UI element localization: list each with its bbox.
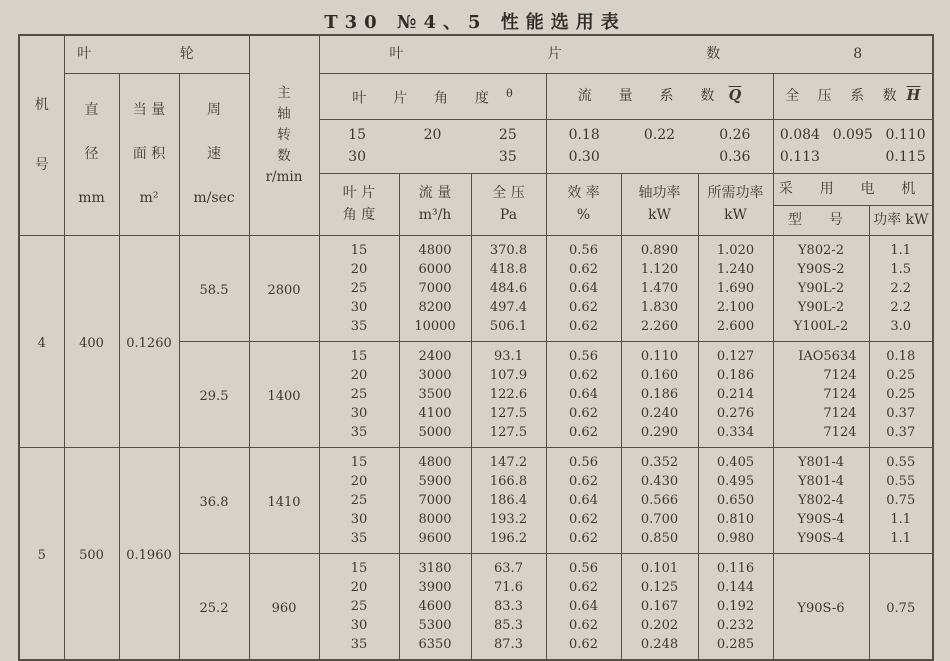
performance-selection-table bbox=[18, 34, 934, 661]
header-impeller bbox=[64, 35, 249, 73]
data-cell: 3180 bbox=[399, 553, 471, 578]
flow-coeff-value: 0.30 bbox=[568, 148, 600, 165]
angle-value: 15 bbox=[348, 126, 367, 143]
data-cell: 85.3 bbox=[471, 616, 546, 635]
data-cell: 20 bbox=[319, 578, 399, 597]
data-cell: 2.2 bbox=[869, 279, 933, 298]
blade-angle-col-label: 叶 片 角 度 bbox=[342, 185, 376, 223]
data-cell: 0.62 bbox=[546, 366, 621, 385]
area-cell: 0.1960 bbox=[119, 447, 179, 660]
data-cell: 71.6 bbox=[471, 578, 546, 597]
peripheral-speed-label: 周 速 m/sec bbox=[193, 102, 235, 206]
data-cell: 25 bbox=[319, 597, 399, 616]
equivalent-area-label: 当 量 面 积 m² bbox=[132, 102, 166, 206]
speed-cell: 29.5 bbox=[179, 341, 249, 447]
data-cell: 1.120 bbox=[621, 260, 698, 279]
data-cell: 0.56 bbox=[546, 553, 621, 578]
q-bar-symbol: $\overline{Q}$ bbox=[728, 87, 742, 104]
data-cell: 30 bbox=[319, 510, 399, 529]
flow-coeff-value: 0.26 bbox=[719, 126, 751, 143]
data-cell: 7000 bbox=[399, 279, 471, 298]
data-cell: 122.6 bbox=[471, 385, 546, 404]
data-cell: 127.5 bbox=[471, 423, 546, 448]
blade-count-label: 叶 片 数 bbox=[389, 45, 791, 62]
header-motor-group bbox=[773, 173, 933, 205]
data-cell: 2400 bbox=[399, 341, 471, 366]
data-cell: 0.64 bbox=[546, 279, 621, 298]
data-cell: 15 bbox=[319, 447, 399, 472]
data-cell: 0.75 bbox=[869, 491, 933, 510]
data-cell: 0.167 bbox=[621, 597, 698, 616]
data-cell: 0.290 bbox=[621, 423, 698, 448]
data-cell: 5900 bbox=[399, 472, 471, 491]
rpm-cell: 1400 bbox=[249, 341, 319, 447]
data-cell: 0.405 bbox=[698, 447, 773, 472]
h-bar-symbol: $\overline{H}$ bbox=[906, 87, 921, 104]
header-pressure-coefficient bbox=[773, 73, 933, 119]
data-cell: 3000 bbox=[399, 366, 471, 385]
data-cell: 1.1 bbox=[869, 510, 933, 529]
data-cell: 8000 bbox=[399, 510, 471, 529]
data-cell: 20 bbox=[319, 366, 399, 385]
data-cell: 0.285 bbox=[698, 635, 773, 660]
data-cell: 63.7 bbox=[471, 553, 546, 578]
data-cell: 0.62 bbox=[546, 529, 621, 554]
data-cell: 484.6 bbox=[471, 279, 546, 298]
data-cell: 0.334 bbox=[698, 423, 773, 448]
data-cell: 0.64 bbox=[546, 385, 621, 404]
data-cell: 0.25 bbox=[869, 366, 933, 385]
data-cell: 193.2 bbox=[471, 510, 546, 529]
data-cell: 0.62 bbox=[546, 317, 621, 342]
data-cell: 0.890 bbox=[621, 235, 698, 260]
data-cell: 0.62 bbox=[546, 616, 621, 635]
data-cell: 0.810 bbox=[698, 510, 773, 529]
machine-no-label: 机 号 bbox=[34, 97, 49, 174]
motor-power-cell: 0.75 bbox=[869, 553, 933, 660]
data-cell: 0.495 bbox=[698, 472, 773, 491]
data-cell: IAO5634 bbox=[773, 341, 869, 366]
data-cell: 0.144 bbox=[698, 578, 773, 597]
data-cell: 15 bbox=[319, 341, 399, 366]
blade-angle-values bbox=[319, 119, 546, 173]
data-cell: 4600 bbox=[399, 597, 471, 616]
data-cell: 0.25 bbox=[869, 385, 933, 404]
data-cell: 1.5 bbox=[869, 260, 933, 279]
pressure-coeff-grid bbox=[774, 124, 933, 169]
pressure-coeff-value: 0.113 bbox=[779, 148, 820, 165]
data-cell: 3500 bbox=[399, 385, 471, 404]
header-blade-count bbox=[319, 35, 933, 73]
data-cell: 0.186 bbox=[698, 366, 773, 385]
data-cell: Y90L-2 bbox=[773, 279, 869, 298]
data-cell: 186.4 bbox=[471, 491, 546, 510]
data-cell: 30 bbox=[319, 404, 399, 423]
data-cell: 0.101 bbox=[621, 553, 698, 578]
motor-model-label: 型 号 bbox=[787, 211, 855, 228]
pressure-col-label: 全 压 Pa bbox=[492, 185, 525, 223]
table-row bbox=[19, 235, 933, 260]
header-required-power-col bbox=[698, 173, 773, 235]
data-cell: 3900 bbox=[399, 578, 471, 597]
data-cell: 7124 bbox=[773, 385, 869, 404]
data-cell: 35 bbox=[319, 529, 399, 554]
data-cell: 506.1 bbox=[471, 317, 546, 342]
data-cell: 0.980 bbox=[698, 529, 773, 554]
motor-power-label: 功率 kW bbox=[873, 211, 929, 228]
data-cell: 0.116 bbox=[698, 553, 773, 578]
data-cell: 30 bbox=[319, 298, 399, 317]
pressure-coeff-value bbox=[826, 148, 879, 167]
data-cell: 20 bbox=[319, 472, 399, 491]
pressure-coefficient-label: 全 压 系 数 bbox=[785, 88, 904, 104]
pressure-coefficient-values bbox=[773, 119, 933, 173]
header-flow-col bbox=[399, 173, 471, 235]
header-machine-no bbox=[19, 35, 64, 235]
data-cell: 2.2 bbox=[869, 298, 933, 317]
angle-value: 35 bbox=[498, 148, 517, 165]
data-cell: 0.37 bbox=[869, 404, 933, 423]
data-cell: 0.62 bbox=[546, 635, 621, 660]
data-cell: Y90S-4 bbox=[773, 510, 869, 529]
data-cell: 0.110 bbox=[621, 341, 698, 366]
diameter-cell: 500 bbox=[64, 447, 119, 660]
diameter-cell: 400 bbox=[64, 235, 119, 447]
data-cell: 0.55 bbox=[869, 447, 933, 472]
data-cell: 6350 bbox=[399, 635, 471, 660]
data-cell: 0.37 bbox=[869, 423, 933, 448]
data-cell: 0.202 bbox=[621, 616, 698, 635]
data-cell: 0.62 bbox=[546, 472, 621, 491]
data-cell: 3.0 bbox=[869, 317, 933, 342]
data-cell: Y802-2 bbox=[773, 235, 869, 260]
header-pressure-col bbox=[471, 173, 546, 235]
data-cell: 0.64 bbox=[546, 597, 621, 616]
pressure-coeff-value: 0.095 bbox=[832, 126, 873, 143]
data-cell: 83.3 bbox=[471, 597, 546, 616]
data-cell: Y801-4 bbox=[773, 447, 869, 472]
data-cell: 0.64 bbox=[546, 491, 621, 510]
data-cell: 7124 bbox=[773, 366, 869, 385]
data-cell: 166.8 bbox=[471, 472, 546, 491]
speed-cell: 36.8 bbox=[179, 447, 249, 553]
data-cell: 7124 bbox=[773, 423, 869, 448]
header-motor-power bbox=[869, 205, 933, 235]
header-equivalent-area bbox=[119, 73, 179, 235]
machine-no-cell: 5 bbox=[19, 447, 64, 660]
data-cell: 1.1 bbox=[869, 529, 933, 554]
header-motor-model bbox=[773, 205, 869, 235]
data-cell: 0.850 bbox=[621, 529, 698, 554]
data-cell: 497.4 bbox=[471, 298, 546, 317]
speed-cell: 25.2 bbox=[179, 553, 249, 660]
angle-value: 20 bbox=[423, 126, 442, 143]
data-cell: 0.232 bbox=[698, 616, 773, 635]
data-cell: 2.100 bbox=[698, 298, 773, 317]
data-cell: 0.56 bbox=[546, 235, 621, 260]
motor-model-cell: Y90S-6 bbox=[773, 553, 869, 660]
data-cell: 127.5 bbox=[471, 404, 546, 423]
data-cell: 0.56 bbox=[546, 341, 621, 366]
header-diameter bbox=[64, 73, 119, 235]
pressure-coeff-value: 0.084 bbox=[779, 126, 820, 143]
data-cell: 1.690 bbox=[698, 279, 773, 298]
data-cell: 370.8 bbox=[471, 235, 546, 260]
machine-no-cell: 4 bbox=[19, 235, 64, 447]
header-blade-angle-col bbox=[319, 173, 399, 235]
data-cell: 15 bbox=[319, 553, 399, 578]
table-row bbox=[19, 73, 933, 119]
header-efficiency-col bbox=[546, 173, 621, 235]
data-cell: Y90L-2 bbox=[773, 298, 869, 317]
data-cell: 1.1 bbox=[869, 235, 933, 260]
flow-coeff-value: 0.18 bbox=[568, 126, 600, 143]
data-cell: 5300 bbox=[399, 616, 471, 635]
data-cell: 1.020 bbox=[698, 235, 773, 260]
data-cell: 0.62 bbox=[546, 260, 621, 279]
data-cell: 0.276 bbox=[698, 404, 773, 423]
data-cell: 25 bbox=[319, 279, 399, 298]
data-cell: 418.8 bbox=[471, 260, 546, 279]
theta-symbol: θ bbox=[506, 86, 513, 100]
data-cell: 0.62 bbox=[546, 578, 621, 597]
data-cell: 4800 bbox=[399, 447, 471, 472]
data-cell: 0.62 bbox=[546, 404, 621, 423]
data-cell: 0.56 bbox=[546, 447, 621, 472]
header-peripheral-speed bbox=[179, 73, 249, 235]
diameter-label: 直 径 mm bbox=[78, 102, 105, 206]
data-cell: 0.214 bbox=[698, 385, 773, 404]
data-cell: 20 bbox=[319, 260, 399, 279]
data-cell: 0.430 bbox=[621, 472, 698, 491]
flow-coefficient-label: 流 量 系 数 bbox=[577, 88, 726, 104]
data-cell: Y100L-2 bbox=[773, 317, 869, 342]
data-cell: 4100 bbox=[399, 404, 471, 423]
flow-coefficient-values bbox=[546, 119, 773, 173]
data-cell: 0.160 bbox=[621, 366, 698, 385]
data-cell: 107.9 bbox=[471, 366, 546, 385]
data-cell: 1.470 bbox=[621, 279, 698, 298]
angle-values-grid bbox=[320, 124, 546, 169]
impeller-label: 叶 轮 bbox=[77, 45, 236, 62]
area-cell: 0.1260 bbox=[119, 235, 179, 447]
flow-coeff-value: 0.22 bbox=[643, 126, 676, 143]
data-cell: 1.830 bbox=[621, 298, 698, 317]
data-cell: 0.55 bbox=[869, 472, 933, 491]
flow-coeff-grid bbox=[547, 124, 773, 169]
data-cell: 0.650 bbox=[698, 491, 773, 510]
data-cell: 0.700 bbox=[621, 510, 698, 529]
data-cell: 4800 bbox=[399, 235, 471, 260]
shaft-rpm-label: 主 轴 转 数 r/min bbox=[265, 84, 303, 185]
table-row bbox=[19, 35, 933, 73]
data-cell: 0.566 bbox=[621, 491, 698, 510]
data-cell: 10000 bbox=[399, 317, 471, 342]
data-cell: 0.62 bbox=[546, 510, 621, 529]
data-cell: 196.2 bbox=[471, 529, 546, 554]
rpm-cell: 1410 bbox=[249, 447, 319, 553]
data-cell: 25 bbox=[319, 385, 399, 404]
speed-cell: 58.5 bbox=[179, 235, 249, 341]
pressure-coeff-value: 0.115 bbox=[885, 148, 926, 165]
header-blade-angle-group bbox=[319, 73, 546, 119]
data-cell: 15 bbox=[319, 235, 399, 260]
table-row bbox=[19, 447, 933, 472]
required-power-col-label: 所需功率 kW bbox=[707, 185, 764, 223]
data-cell: 35 bbox=[319, 317, 399, 342]
data-cell: 147.2 bbox=[471, 447, 546, 472]
data-cell: Y90S-4 bbox=[773, 529, 869, 554]
data-cell: Y90S-2 bbox=[773, 260, 869, 279]
motor-group-label: 采 用 电 机 bbox=[778, 180, 927, 197]
angle-value: 25 bbox=[498, 126, 517, 143]
flow-col-label: 流 量 m³/h bbox=[418, 185, 452, 223]
header-flow-coefficient bbox=[546, 73, 773, 119]
data-cell: 0.240 bbox=[621, 404, 698, 423]
header-shaft-rpm bbox=[249, 35, 319, 235]
data-cell: 0.352 bbox=[621, 447, 698, 472]
data-cell: 1.240 bbox=[698, 260, 773, 279]
flow-coeff-value: 0.36 bbox=[719, 148, 751, 165]
header-shaft-power-col bbox=[621, 173, 698, 235]
data-cell: 35 bbox=[319, 423, 399, 448]
blade-count-value: 8 bbox=[853, 45, 863, 62]
data-cell: 7124 bbox=[773, 404, 869, 423]
data-cell: 7000 bbox=[399, 491, 471, 510]
rpm-cell: 2800 bbox=[249, 235, 319, 341]
data-cell: 6000 bbox=[399, 260, 471, 279]
data-cell: 25 bbox=[319, 491, 399, 510]
data-cell: Y802-4 bbox=[773, 491, 869, 510]
flow-coeff-value bbox=[622, 148, 697, 167]
data-cell: 2.600 bbox=[698, 317, 773, 342]
data-cell: 0.186 bbox=[621, 385, 698, 404]
data-cell: 9600 bbox=[399, 529, 471, 554]
data-cell: Y801-4 bbox=[773, 472, 869, 491]
pressure-coeff-value: 0.110 bbox=[885, 126, 926, 143]
data-cell: 93.1 bbox=[471, 341, 546, 366]
data-cell: 0.62 bbox=[546, 298, 621, 317]
shaft-power-col-label: 轴功率 kW bbox=[638, 185, 681, 223]
angle-value: 30 bbox=[348, 148, 367, 165]
data-cell: 2.260 bbox=[621, 317, 698, 342]
data-cell: 5000 bbox=[399, 423, 471, 448]
data-cell: 87.3 bbox=[471, 635, 546, 660]
data-cell: 0.62 bbox=[546, 423, 621, 448]
data-cell: 8200 bbox=[399, 298, 471, 317]
angle-value bbox=[395, 148, 470, 167]
data-cell: 30 bbox=[319, 616, 399, 635]
data-cell: 0.248 bbox=[621, 635, 698, 660]
data-cell: 35 bbox=[319, 635, 399, 660]
blade-angle-label: 叶 片 角 度 bbox=[352, 90, 501, 107]
data-cell: 0.18 bbox=[869, 341, 933, 366]
efficiency-col-label: 效 率 % bbox=[567, 185, 600, 223]
rpm-cell: 960 bbox=[249, 553, 319, 660]
data-cell: 0.125 bbox=[621, 578, 698, 597]
data-cell: 0.127 bbox=[698, 341, 773, 366]
page-title: T30 №4、5 性能选用表 bbox=[324, 12, 626, 33]
data-cell: 0.192 bbox=[698, 597, 773, 616]
